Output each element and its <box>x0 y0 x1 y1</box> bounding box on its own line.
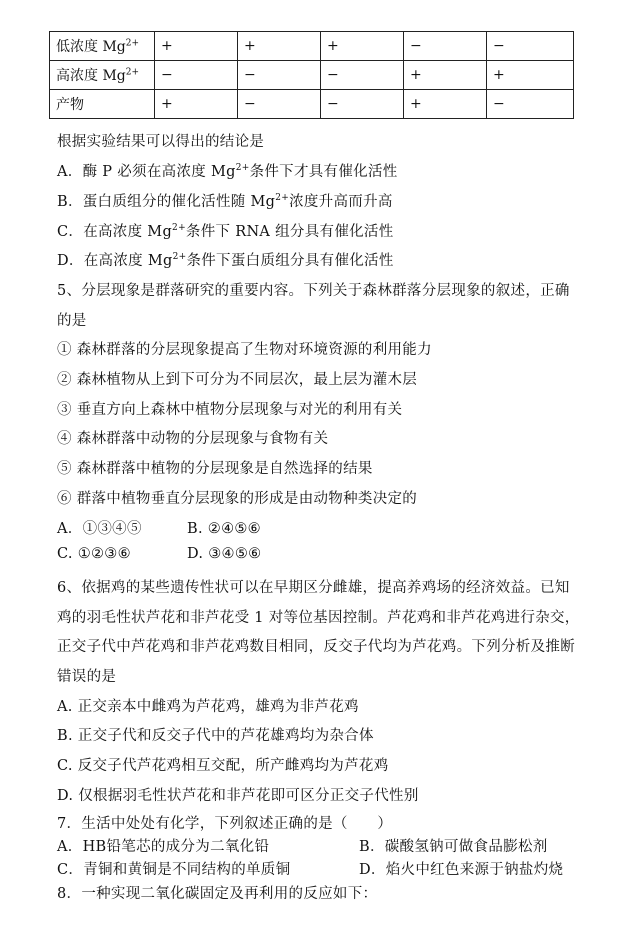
table-cell: − <box>238 90 321 119</box>
table-cell: − <box>321 61 404 90</box>
table-cell: − <box>238 61 321 90</box>
table-cell: − <box>487 90 574 119</box>
q8-stem: 8．一种实现二氧化碳固定及再利用的反应如下： <box>57 886 378 902</box>
q5-option-a: A．①③④⑤ <box>57 521 142 537</box>
q7-options-ab <box>57 835 548 856</box>
table-row <box>50 61 574 90</box>
q6-stem-line1: 6、依据鸡的某些遗传性状可以在早期区分雌雄，提高养鸡场的经济效益。已知 <box>57 580 570 596</box>
q7-option-c: C．青铜和黄铜是不同结构的单质铜 <box>57 862 291 878</box>
table-row <box>50 90 574 119</box>
q5-item-3: ③ 垂直方向上森林中植物分层现象与对光的利用有关 <box>57 402 403 418</box>
table-cell: − <box>487 32 574 61</box>
q5-item-4: ④ 森林群落中动物的分层现象与食物有关 <box>57 431 329 447</box>
q6-option-a: A. 正交亲本中雌鸡为芦花鸡，雄鸡为非芦花鸡 <box>57 699 359 715</box>
q5-option-d: D. ③④⑤⑥ <box>187 546 262 562</box>
q5-option-b: B. ②④⑤⑥ <box>187 521 261 537</box>
q5-stem-line1: 5、分层现象是群落研究的重要内容。下列关于森林群落分层现象的叙述，正确 <box>57 283 570 299</box>
table-row <box>50 32 574 61</box>
table-cell: + <box>487 61 574 90</box>
table-cell: − <box>404 32 487 61</box>
q7-option-a: A．HB铅笔芯的成分为二氧化铅 <box>57 839 270 855</box>
table-cell: + <box>404 61 487 90</box>
q7-stem: 7．生活中处处有化学，下列叙述正确的是（ ） <box>57 816 393 832</box>
q6-stem-line2: 鸡的羽毛性状芦花和非芦花受 1 对等位基因控制。芦花鸡和非芦花鸡进行杂交， <box>57 610 580 626</box>
q5-item-1: ① 森林群落的分层现象提高了生物对环境资源的利用能力 <box>57 342 432 358</box>
results-table <box>49 31 574 119</box>
table-cell: + <box>155 90 238 119</box>
q6-option-b: B. 正交子代和反交子代中的芦花雄鸡均为杂合体 <box>57 728 374 744</box>
q5-options-ab <box>57 517 261 538</box>
q6-option-d: D. 仅根据羽毛性状芦花和非芦花即可区分正交子代性别 <box>57 788 419 804</box>
table-cell: + <box>404 90 487 119</box>
table-cell: + <box>238 32 321 61</box>
q5-options-cd <box>57 546 261 562</box>
q7-option-d: D．焰火中红色来源于钠盐灼烧 <box>359 862 564 878</box>
q5-item-5: ⑤ 森林群落中植物的分层现象是自然选择的结果 <box>57 461 373 477</box>
row-label: 产物 <box>50 90 155 119</box>
q4-option-a: A．酶 P 必须在高浓度 $Mg^{2+}$条件下才具有催化活性 <box>57 163 398 180</box>
table-cell: − <box>321 90 404 119</box>
q4-option-b: B．蛋白质组分的催化活性随 $Mg^{2+}$浓度升高而升高 <box>57 193 393 210</box>
q5-item-6: ⑥ 群落中植物垂直分层现象的形成是由动物种类决定的 <box>57 491 418 507</box>
q7-option-b: B．碳酸氢钠可做食品膨松剂 <box>359 839 548 855</box>
table-cell: + <box>321 32 404 61</box>
q6-stem-line3: 正交子代中芦花鸡和非芦花鸡数目相同，反交子代均为芦花鸡。下列分析及推断 <box>57 639 575 655</box>
table-cell: + <box>155 32 238 61</box>
q5-item-2: ② 森林植物从上到下可分为不同层次，最上层为灌木层 <box>57 372 418 388</box>
q7-options-cd <box>57 858 563 879</box>
q5-stem-line2: 的是 <box>57 313 87 329</box>
q4-stem: 根据实验结果可以得出的结论是 <box>57 134 265 150</box>
q5-option-c: C. ①②③⑥ <box>57 546 131 562</box>
q4-option-c: C．在高浓度 $Mg^{2+}$条件下 RNA 组分具有催化活性 <box>57 223 394 240</box>
row-label: 低浓度 $Mg^{2+}$ <box>50 32 155 61</box>
q4-option-d: D．在高浓度 $Mg^{2+}$条件下蛋白质组分具有催化活性 <box>57 252 394 269</box>
table-cell: − <box>155 61 238 90</box>
q6-stem-line4: 错误的是 <box>57 669 117 685</box>
q6-option-c: C. 反交子代芦花鸡相互交配，所产雌鸡均为芦花鸡 <box>57 758 389 774</box>
row-label: 高浓度 $Mg^{2+}$ <box>50 61 155 90</box>
